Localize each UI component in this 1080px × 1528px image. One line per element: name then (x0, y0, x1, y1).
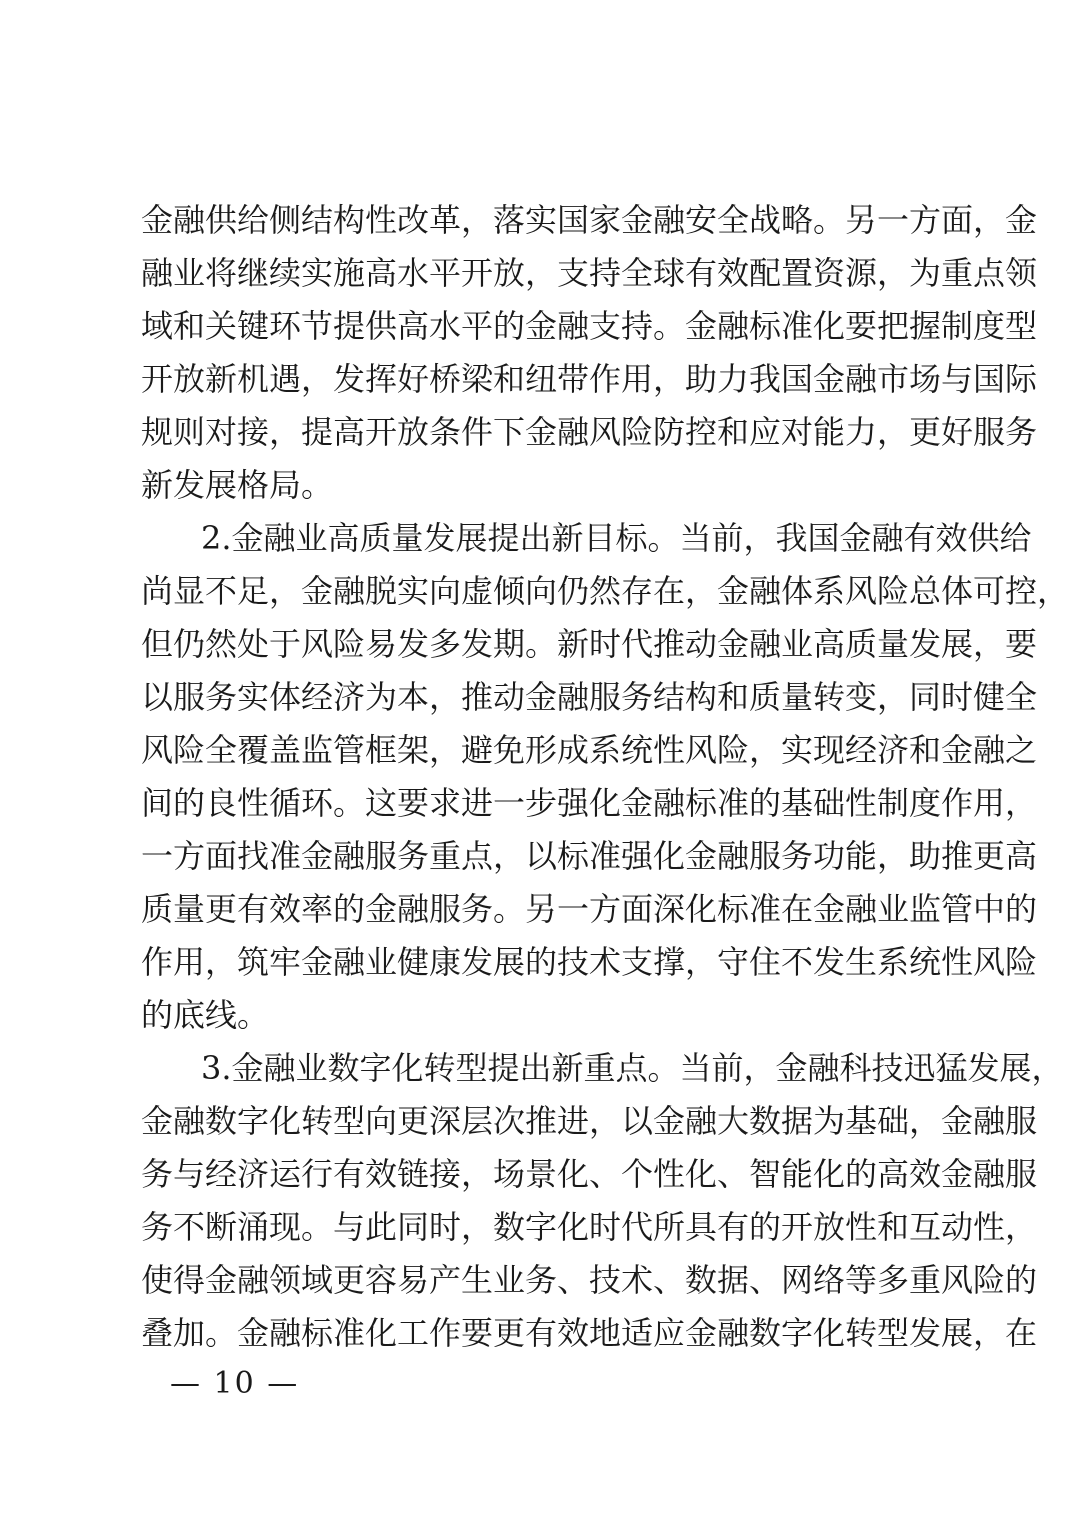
text-line: 使得金融领域更容易产生业务、技术、数据、网络等多重风险的 (141, 1261, 1038, 1299)
text-line: 2.金融业高质量发展提出新目标。当前，我国金融有效供给 (201, 519, 1032, 557)
text-line: 务与经济运行有效链接，场景化、个性化、智能化的高效金融服 (141, 1155, 1038, 1193)
text-line: 务不断涌现。与此同时，数字化时代所具有的开放性和互动性， (141, 1208, 1038, 1246)
text-line: 作用，筑牢金融业健康发展的技术支撑，守住不发生系统性风险 (141, 943, 1038, 981)
text-line: 风险全覆盖监管框架，避免形成系统性风险，实现经济和金融之 (141, 731, 1038, 769)
text-line: 金融数字化转型向更深层次推进，以金融大数据为基础，金融服 (141, 1102, 1038, 1140)
text-line: 的底线。 (141, 996, 270, 1034)
text-line: 新发展格局。 (141, 466, 334, 504)
text-line: 叠加。金融标准化工作要更有效地适应金融数字化转型发展，在 (141, 1314, 1038, 1352)
text-line: 域和关键环节提供高水平的金融支持。金融标准化要把握制度型 (141, 307, 1038, 345)
text-line: 但仍然处于风险易发多发期。新时代推动金融业高质量发展，要 (141, 625, 1038, 663)
text-line: 间的良性循环。这要求进一步强化金融标准的基础性制度作用， (141, 784, 1038, 822)
text-line: 开放新机遇，发挥好桥梁和纽带作用，助力我国金融市场与国际 (141, 360, 1038, 398)
text-line: 质量更有效率的金融服务。另一方面深化标准在金融业监管中的 (141, 890, 1038, 928)
text-line: 一方面找准金融服务重点，以标准强化金融服务功能，助推更高 (141, 837, 1038, 875)
text-line: 规则对接，提高开放条件下金融风险防控和应对能力，更好服务 (141, 413, 1038, 451)
text-line: 金融供给侧结构性改革，落实国家金融安全战略。另一方面，金 (141, 201, 1038, 239)
page-number: — 10 — (170, 1366, 300, 1401)
text-line: 融业将继续实施高水平开放，支持全球有效配置资源，为重点领 (141, 254, 1038, 292)
text-line: 3.金融业数字化转型提出新重点。当前，金融科技迅猛发展， (201, 1049, 1064, 1087)
text-line: 尚显不足，金融脱实向虚倾向仍然存在，金融体系风险总体可控， (141, 572, 1070, 610)
text-line: 以服务实体经济为本，推动金融服务结构和质量转变，同时健全 (141, 678, 1038, 716)
